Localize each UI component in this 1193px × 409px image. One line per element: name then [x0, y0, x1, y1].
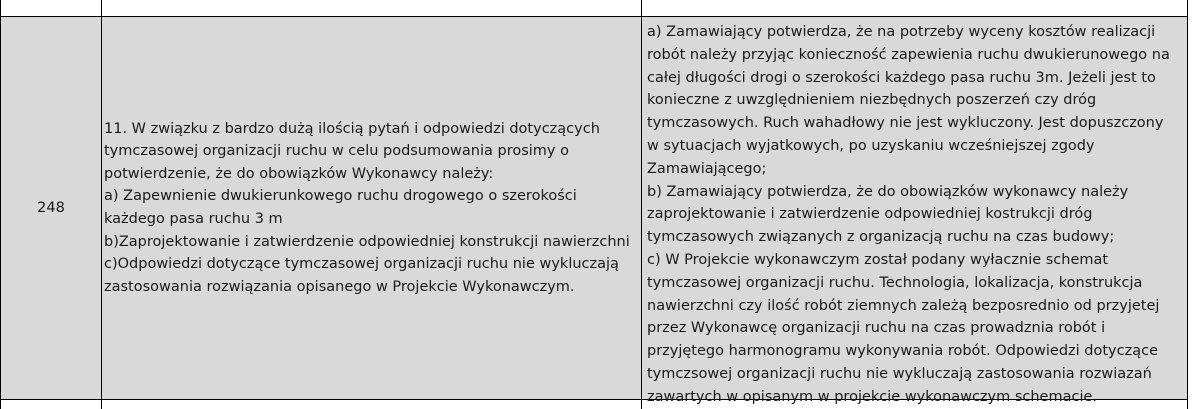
- answer-line: a) Zamawiający potwierdza, że na potrzeby wyceny kosztów realizacji: [647, 24, 1156, 40]
- answer-line: tymczasowych. Ruch wahadłowy nie jest wykluczony. Jest dopuszczony: [647, 115, 1164, 132]
- question-line: potwierdzenie, że do obowiązków Wykonawcy należy:: [104, 165, 494, 182]
- question-line: zastosowania rozwiązania opisanego w Projekcie Wykonawczym.: [104, 278, 575, 295]
- answer-line: zaprojektowanie i zatwierdzenie odpowiedniej kostrukcji dróg: [647, 206, 1093, 223]
- answer-cell: [647, 21, 1185, 409]
- answer-line: w sytuacjach wyjatkowych, po uzyskaniu wcześniejszej zgody: [647, 137, 1095, 154]
- answer-line: tymczsowej organizacji ruchu nie wykluczają zastosowania rozwiazań: [647, 365, 1152, 382]
- answer-line: c) W Projekcie wykonawczym został podany wyłacznie schemat: [647, 251, 1109, 268]
- question-line: tymczasowej organizacji ruchu w celu podsumowania prosimy o: [104, 143, 569, 160]
- answer-line: b) Zamawiający potwierdza, że do obowiązków wykonawcy należy: [647, 183, 1129, 200]
- table-border-right: [1187, 0, 1188, 409]
- question-cell: [104, 17, 636, 399]
- column-divider-2: [641, 0, 642, 409]
- question-line: b)Zaprojektowanie i zatwierdzenie odpowiedniej konstrukcji nawierzchni: [104, 233, 630, 250]
- answer-line: przyjętego harmonogramu wykonywania robót. Odpowiedzi dotyczące: [647, 343, 1158, 360]
- row-number-cell: [1, 17, 101, 399]
- question-line: c)Odpowiedzi dotyczące tymczasowej organizacji ruchu nie wykluczają: [104, 256, 619, 273]
- question-line: a) Zapewnienie dwukierunkowego ruchu drogowego o szerokości: [104, 188, 577, 205]
- answer-line: tymczasowych związanych z organizacją ruchu na czas budowy;: [647, 229, 1115, 246]
- answer-line: zawartych w opisanym w projekcie wykonawczym schemacie.: [647, 388, 1098, 405]
- answer-line: nawierzchni czy ilość robót ziemnych zależą bezposrednio od przyjetej: [647, 297, 1160, 314]
- row-number: 248: [37, 200, 65, 216]
- answer-line: tymczasowej organizacji ruchu. Technologia, lokalizacja, konstrukcja: [647, 274, 1143, 291]
- answer-line: robót należy przyjąc konieczność zapewienia ruchu dwukierunowego na: [647, 46, 1170, 63]
- answer-line: Zamawiającego;: [647, 160, 767, 177]
- answer-line: konieczne z uwzględnieniem niezbędnych poszerzeń czy dróg: [647, 92, 1097, 109]
- answer-line: całej długości drogi o szerokości każdego pasa ruchu 3m. Jeżeli jest to: [647, 69, 1156, 86]
- answer-line: przez Wykonawcę organizacji ruchu na czas prowadznia robót i: [647, 320, 1106, 337]
- column-divider-1: [101, 0, 102, 409]
- question-line: każdego pasa ruchu 3 m: [104, 211, 283, 227]
- question-line: 11. W związku z bardzo dużą ilością pytań i odpowiedzi dotyczących: [104, 120, 600, 137]
